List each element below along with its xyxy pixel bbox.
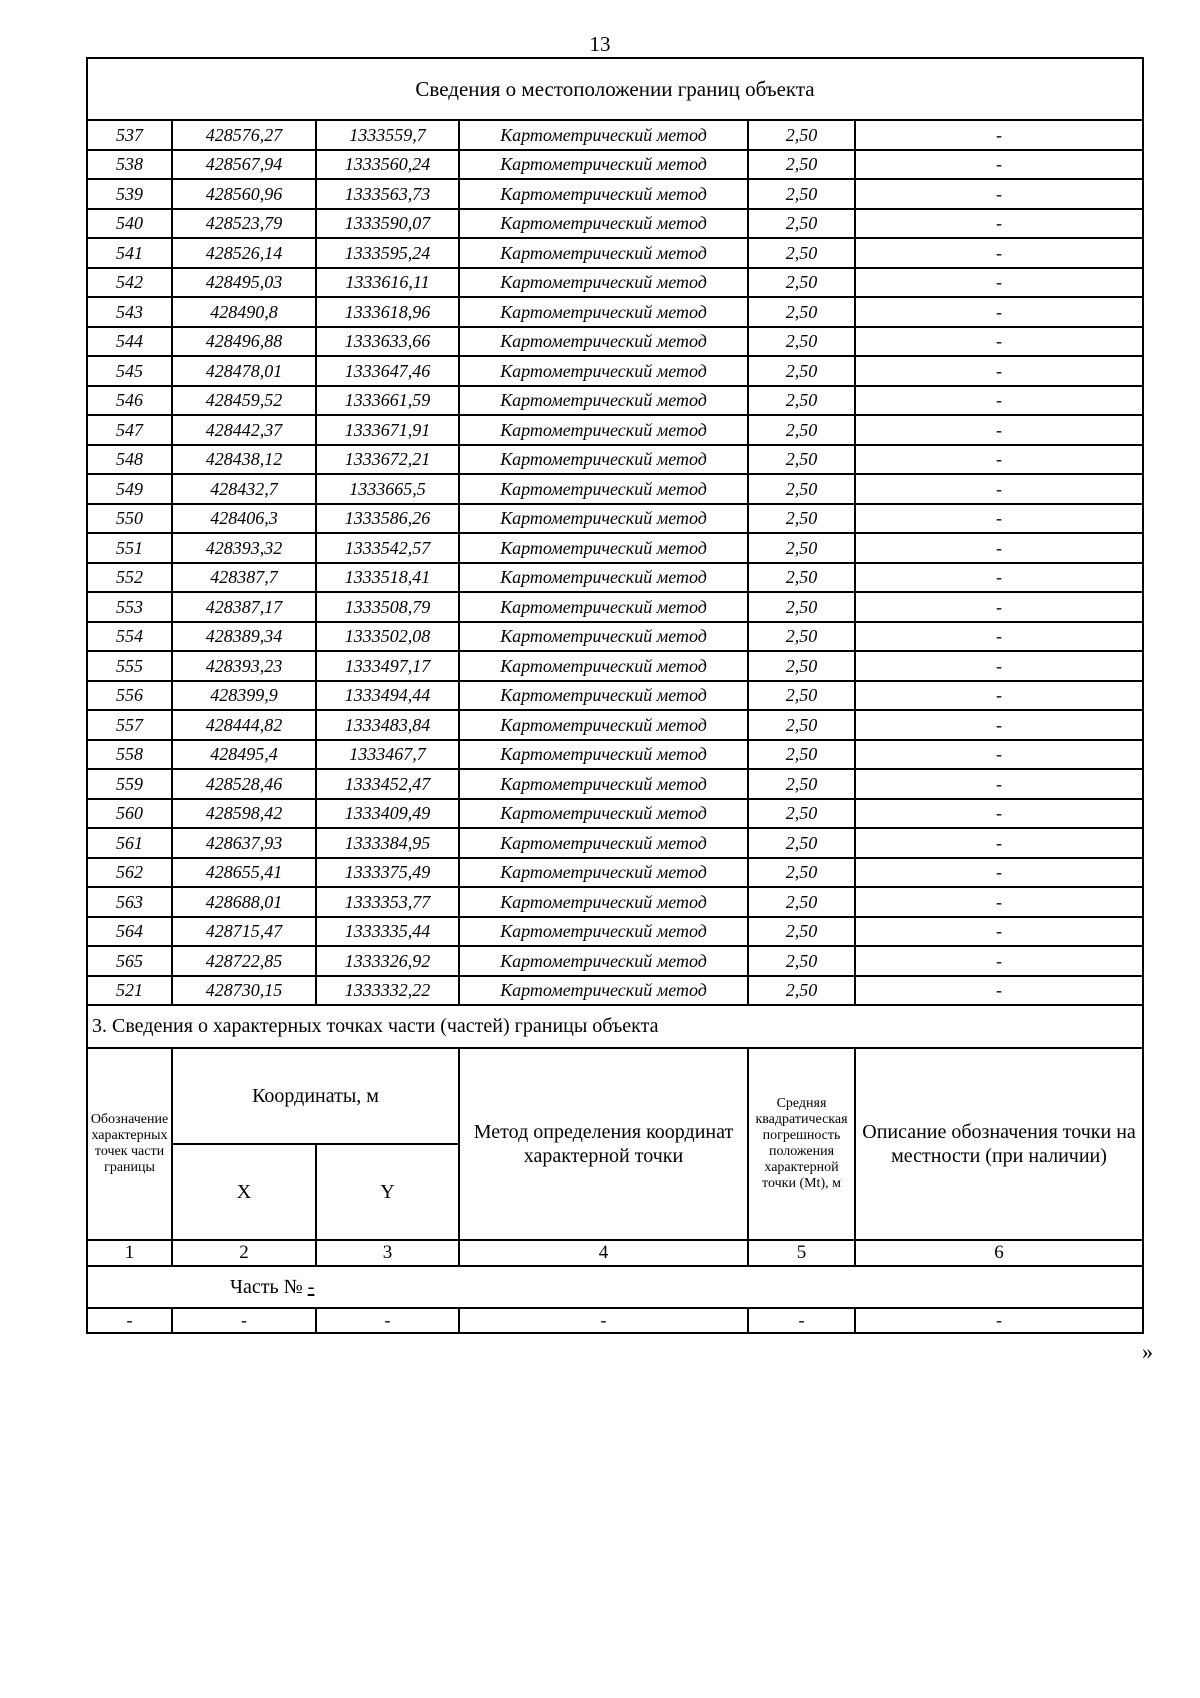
- table-cell: -: [172, 1308, 316, 1333]
- description-cell: -: [855, 651, 1143, 681]
- coord-y-cell: 1333661,59: [316, 386, 459, 416]
- coord-x-cell: 428637,93: [172, 828, 316, 858]
- table-row: [87, 769, 1143, 799]
- method-cell: Картометрический метод: [459, 976, 748, 1006]
- error-mt-cell: 2,50: [748, 386, 855, 416]
- coord-y-cell: 1333467,7: [316, 740, 459, 770]
- coord-y-cell: 1333672,21: [316, 445, 459, 475]
- description-cell: -: [855, 238, 1143, 268]
- method-cell: Картометрический метод: [459, 563, 748, 593]
- coord-y-cell: 1333508,79: [316, 592, 459, 622]
- part-empty-row: [87, 1308, 1143, 1333]
- header-error: Средняя квадратическая погрешность положения характерной точки (Mt), м: [748, 1048, 855, 1240]
- method-cell: Картометрический метод: [459, 887, 748, 917]
- column-numbers-row: [87, 1240, 1143, 1266]
- error-mt-cell: 2,50: [748, 327, 855, 357]
- table-row: [87, 592, 1143, 622]
- coord-x-cell: 428393,32: [172, 533, 316, 563]
- coord-y-cell: 1333633,66: [316, 327, 459, 357]
- error-mt-cell: 2,50: [748, 976, 855, 1006]
- point-number-cell: 555: [87, 651, 172, 681]
- point-number-cell: 543: [87, 297, 172, 327]
- error-mt-cell: 2,50: [748, 740, 855, 770]
- method-cell: Картометрический метод: [459, 268, 748, 298]
- part-number: -: [307, 1275, 315, 1298]
- point-number-cell: 544: [87, 327, 172, 357]
- description-cell: -: [855, 622, 1143, 652]
- column-number: 6: [855, 1240, 1143, 1266]
- section3-title: 3. Сведения о характерных точках части (частей) границы объекта: [87, 1005, 1143, 1048]
- table-cell: -: [748, 1308, 855, 1333]
- point-number-cell: 552: [87, 563, 172, 593]
- point-number-cell: 537: [87, 120, 172, 150]
- coord-y-cell: 1333497,17: [316, 651, 459, 681]
- error-mt-cell: 2,50: [748, 504, 855, 534]
- table-row: [87, 828, 1143, 858]
- point-number-cell: 556: [87, 681, 172, 711]
- method-cell: Картометрический метод: [459, 504, 748, 534]
- coord-y-cell: 1333332,22: [316, 976, 459, 1006]
- description-cell: -: [855, 474, 1143, 504]
- table-row: [87, 504, 1143, 534]
- coord-x-cell: 428567,94: [172, 150, 316, 180]
- coord-x-cell: 428442,37: [172, 415, 316, 445]
- table-row: [87, 150, 1143, 180]
- coord-y-cell: 1333502,08: [316, 622, 459, 652]
- method-cell: Картометрический метод: [459, 120, 748, 150]
- description-cell: -: [855, 150, 1143, 180]
- method-cell: Картометрический метод: [459, 917, 748, 947]
- coord-x-cell: 428722,85: [172, 946, 316, 976]
- description-cell: -: [855, 120, 1143, 150]
- header-coordinates: Координаты, м: [172, 1048, 459, 1144]
- table-row: [87, 356, 1143, 386]
- table-row: [87, 268, 1143, 298]
- point-number-cell: 547: [87, 415, 172, 445]
- coord-x-cell: 428655,41: [172, 858, 316, 888]
- method-cell: Картометрический метод: [459, 651, 748, 681]
- coord-x-cell: 428730,15: [172, 976, 316, 1006]
- description-cell: -: [855, 386, 1143, 416]
- error-mt-cell: 2,50: [748, 120, 855, 150]
- table-row: [87, 681, 1143, 711]
- coord-y-cell: 1333647,46: [316, 356, 459, 386]
- coord-x-cell: 428444,82: [172, 710, 316, 740]
- header-designation: Обозначение характерных точек части границы: [87, 1048, 172, 1240]
- description-cell: -: [855, 297, 1143, 327]
- point-number-cell: 550: [87, 504, 172, 534]
- table-row: [87, 179, 1143, 209]
- coord-x-cell: 428387,17: [172, 592, 316, 622]
- coord-x-cell: 428490,8: [172, 297, 316, 327]
- boundary-table: [86, 57, 1144, 1334]
- method-cell: Картометрический метод: [459, 592, 748, 622]
- coord-y-cell: 1333384,95: [316, 828, 459, 858]
- description-cell: -: [855, 887, 1143, 917]
- description-cell: -: [855, 769, 1143, 799]
- point-number-cell: 558: [87, 740, 172, 770]
- coord-y-cell: 1333483,84: [316, 710, 459, 740]
- column-number: 1: [87, 1240, 172, 1266]
- column-number: 2: [172, 1240, 316, 1266]
- coord-y-cell: 1333518,41: [316, 563, 459, 593]
- coord-x-cell: 428389,34: [172, 622, 316, 652]
- description-cell: -: [855, 917, 1143, 947]
- table-row: [87, 238, 1143, 268]
- table-row: [87, 386, 1143, 416]
- coord-y-cell: 1333595,24: [316, 238, 459, 268]
- coord-x-cell: 428715,47: [172, 917, 316, 947]
- error-mt-cell: 2,50: [748, 858, 855, 888]
- description-cell: -: [855, 179, 1143, 209]
- part-label: Часть №: [230, 1275, 303, 1298]
- coord-y-cell: 1333616,11: [316, 268, 459, 298]
- description-cell: -: [855, 946, 1143, 976]
- coord-x-cell: 428496,88: [172, 327, 316, 357]
- method-cell: Картометрический метод: [459, 681, 748, 711]
- description-cell: -: [855, 504, 1143, 534]
- coord-y-cell: 1333452,47: [316, 769, 459, 799]
- description-cell: -: [855, 858, 1143, 888]
- table-row: [87, 474, 1143, 504]
- error-mt-cell: 2,50: [748, 209, 855, 239]
- description-cell: -: [855, 327, 1143, 357]
- description-cell: -: [855, 592, 1143, 622]
- coord-x-cell: 428478,01: [172, 356, 316, 386]
- coord-x-cell: 428495,03: [172, 268, 316, 298]
- error-mt-cell: 2,50: [748, 150, 855, 180]
- point-number-cell: 539: [87, 179, 172, 209]
- point-number-cell: 561: [87, 828, 172, 858]
- point-number-cell: 554: [87, 622, 172, 652]
- point-number-cell: 538: [87, 150, 172, 180]
- section3-header-row: [87, 1048, 1143, 1144]
- error-mt-cell: 2,50: [748, 622, 855, 652]
- part-cell: [87, 1266, 1143, 1308]
- table-cell: -: [87, 1308, 172, 1333]
- method-cell: Картометрический метод: [459, 445, 748, 475]
- error-mt-cell: 2,50: [748, 592, 855, 622]
- table-row: [87, 651, 1143, 681]
- column-number: 5: [748, 1240, 855, 1266]
- method-cell: Картометрический метод: [459, 858, 748, 888]
- header-description: Описание обозначения точки на местности (при наличии): [855, 1048, 1143, 1240]
- method-cell: Картометрический метод: [459, 474, 748, 504]
- description-cell: -: [855, 563, 1143, 593]
- coord-y-cell: 1333563,73: [316, 179, 459, 209]
- section3-title-row: [87, 1005, 1143, 1048]
- point-number-cell: 546: [87, 386, 172, 416]
- method-cell: Картометрический метод: [459, 946, 748, 976]
- point-number-cell: 565: [87, 946, 172, 976]
- coord-x-cell: 428406,3: [172, 504, 316, 534]
- description-cell: -: [855, 268, 1143, 298]
- coord-y-cell: 1333494,44: [316, 681, 459, 711]
- error-mt-cell: 2,50: [748, 563, 855, 593]
- method-cell: Картометрический метод: [459, 799, 748, 829]
- description-cell: -: [855, 976, 1143, 1006]
- point-number-cell: 560: [87, 799, 172, 829]
- coord-x-cell: 428688,01: [172, 887, 316, 917]
- error-mt-cell: 2,50: [748, 179, 855, 209]
- table-row: [87, 946, 1143, 976]
- table-row: [87, 563, 1143, 593]
- description-cell: -: [855, 415, 1143, 445]
- coord-y-cell: 1333590,07: [316, 209, 459, 239]
- header-method: Метод определения координат характерной точки: [459, 1048, 748, 1240]
- coord-y-cell: 1333542,57: [316, 533, 459, 563]
- table-row: [87, 327, 1143, 357]
- coord-y-cell: 1333560,24: [316, 150, 459, 180]
- error-mt-cell: 2,50: [748, 887, 855, 917]
- description-cell: -: [855, 828, 1143, 858]
- closing-quote: »: [1142, 1339, 1153, 1364]
- table-row: [87, 710, 1143, 740]
- error-mt-cell: 2,50: [748, 415, 855, 445]
- coord-x-cell: 428459,52: [172, 386, 316, 416]
- point-number-cell: 559: [87, 769, 172, 799]
- error-mt-cell: 2,50: [748, 917, 855, 947]
- method-cell: Картометрический метод: [459, 150, 748, 180]
- coord-x-cell: 428432,7: [172, 474, 316, 504]
- error-mt-cell: 2,50: [748, 946, 855, 976]
- error-mt-cell: 2,50: [748, 769, 855, 799]
- point-number-cell: 551: [87, 533, 172, 563]
- point-number-cell: 562: [87, 858, 172, 888]
- table-row: [87, 622, 1143, 652]
- coord-y-cell: 1333559,7: [316, 120, 459, 150]
- coord-y-cell: 1333671,91: [316, 415, 459, 445]
- table-row: [87, 887, 1143, 917]
- column-number: 4: [459, 1240, 748, 1266]
- method-cell: Картометрический метод: [459, 238, 748, 268]
- method-cell: Картометрический метод: [459, 769, 748, 799]
- method-cell: Картометрический метод: [459, 622, 748, 652]
- error-mt-cell: 2,50: [748, 356, 855, 386]
- point-number-cell: 563: [87, 887, 172, 917]
- description-cell: -: [855, 710, 1143, 740]
- description-cell: -: [855, 209, 1143, 239]
- table-cell: -: [855, 1308, 1143, 1333]
- coord-y-cell: 1333665,5: [316, 474, 459, 504]
- coord-y-cell: 1333409,49: [316, 799, 459, 829]
- coord-y-cell: 1333353,77: [316, 887, 459, 917]
- coord-x-cell: 428393,23: [172, 651, 316, 681]
- table-row: [87, 858, 1143, 888]
- table-title: Сведения о местоположении границ объекта: [87, 58, 1143, 120]
- coord-y-cell: 1333586,26: [316, 504, 459, 534]
- table-row: [87, 740, 1143, 770]
- coord-x-cell: 428560,96: [172, 179, 316, 209]
- coord-x-cell: 428598,42: [172, 799, 316, 829]
- table-cell: -: [316, 1308, 459, 1333]
- point-number-cell: 564: [87, 917, 172, 947]
- method-cell: Картометрический метод: [459, 297, 748, 327]
- error-mt-cell: 2,50: [748, 297, 855, 327]
- table-row: [87, 415, 1143, 445]
- point-number-cell: 540: [87, 209, 172, 239]
- coord-y-cell: 1333326,92: [316, 946, 459, 976]
- header-x: X: [172, 1144, 316, 1240]
- method-cell: Картометрический метод: [459, 327, 748, 357]
- coord-x-cell: 428438,12: [172, 445, 316, 475]
- point-number-cell: 548: [87, 445, 172, 475]
- coord-x-cell: 428387,7: [172, 563, 316, 593]
- error-mt-cell: 2,50: [748, 799, 855, 829]
- error-mt-cell: 2,50: [748, 268, 855, 298]
- error-mt-cell: 2,50: [748, 445, 855, 475]
- point-number-cell: 553: [87, 592, 172, 622]
- table-row: [87, 799, 1143, 829]
- point-number-cell: 542: [87, 268, 172, 298]
- coord-x-cell: 428495,4: [172, 740, 316, 770]
- description-cell: -: [855, 445, 1143, 475]
- table-row: [87, 297, 1143, 327]
- point-number-cell: 549: [87, 474, 172, 504]
- description-cell: -: [855, 533, 1143, 563]
- method-cell: Картометрический метод: [459, 533, 748, 563]
- table-title-row: [87, 58, 1143, 120]
- part-row: [87, 1266, 1143, 1308]
- point-number-cell: 557: [87, 710, 172, 740]
- error-mt-cell: 2,50: [748, 533, 855, 563]
- coord-y-cell: 1333375,49: [316, 858, 459, 888]
- method-cell: Картометрический метод: [459, 710, 748, 740]
- table-row: [87, 209, 1143, 239]
- method-cell: Картометрический метод: [459, 828, 748, 858]
- point-number-cell: 521: [87, 976, 172, 1006]
- error-mt-cell: 2,50: [748, 474, 855, 504]
- coord-y-cell: 1333618,96: [316, 297, 459, 327]
- table-row: [87, 976, 1143, 1006]
- method-cell: Картометрический метод: [459, 179, 748, 209]
- description-cell: -: [855, 356, 1143, 386]
- coord-y-cell: 1333335,44: [316, 917, 459, 947]
- column-number: 3: [316, 1240, 459, 1266]
- error-mt-cell: 2,50: [748, 681, 855, 711]
- page-number: 13: [589, 32, 611, 56]
- table-row: [87, 120, 1143, 150]
- method-cell: Картометрический метод: [459, 740, 748, 770]
- method-cell: Картометрический метод: [459, 386, 748, 416]
- error-mt-cell: 2,50: [748, 651, 855, 681]
- description-cell: -: [855, 799, 1143, 829]
- point-number-cell: 545: [87, 356, 172, 386]
- description-cell: -: [855, 740, 1143, 770]
- method-cell: Картометрический метод: [459, 209, 748, 239]
- point-number-cell: 541: [87, 238, 172, 268]
- coord-x-cell: 428526,14: [172, 238, 316, 268]
- table-row: [87, 917, 1143, 947]
- coord-x-cell: 428576,27: [172, 120, 316, 150]
- error-mt-cell: 2,50: [748, 710, 855, 740]
- method-cell: Картометрический метод: [459, 415, 748, 445]
- coord-x-cell: 428528,46: [172, 769, 316, 799]
- table-cell: -: [459, 1308, 748, 1333]
- coord-x-cell: 428523,79: [172, 209, 316, 239]
- description-cell: -: [855, 681, 1143, 711]
- header-y: Y: [316, 1144, 459, 1240]
- table-row: [87, 533, 1143, 563]
- error-mt-cell: 2,50: [748, 828, 855, 858]
- coord-x-cell: 428399,9: [172, 681, 316, 711]
- method-cell: Картометрический метод: [459, 356, 748, 386]
- error-mt-cell: 2,50: [748, 238, 855, 268]
- table-row: [87, 445, 1143, 475]
